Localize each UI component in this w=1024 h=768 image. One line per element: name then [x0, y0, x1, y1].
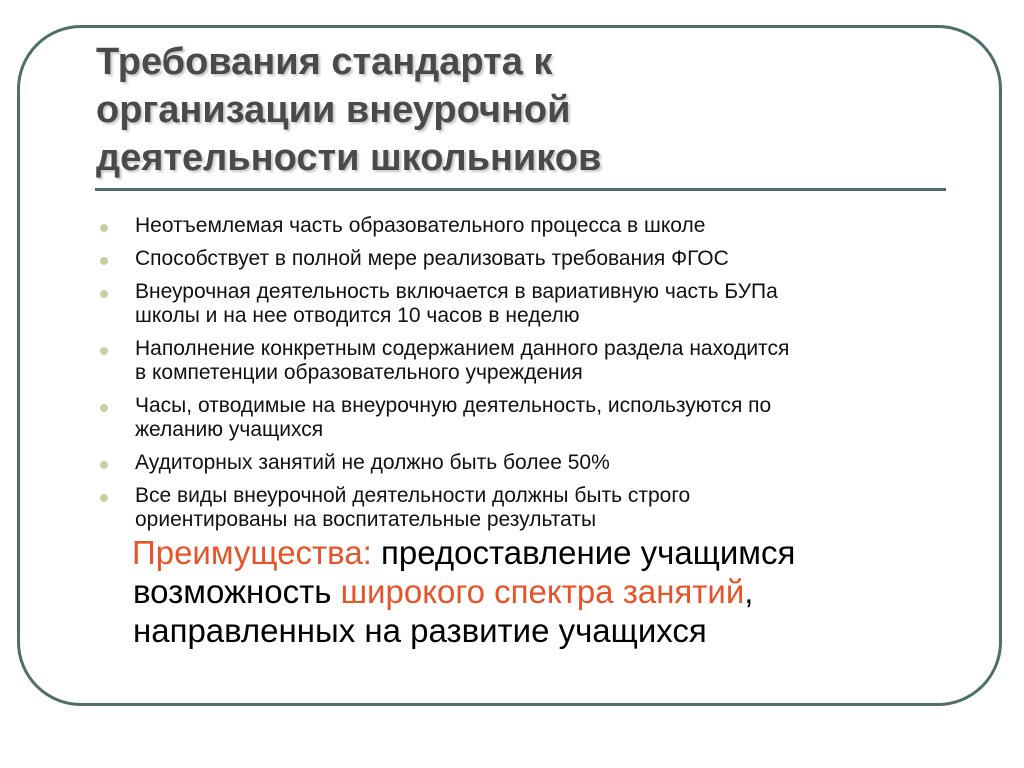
bullet-text: Неотъемлемая часть образовательного процесса в школе [135, 214, 706, 237]
bullet-dot-icon [100, 461, 108, 469]
advantages-paragraph [112, 533, 972, 650]
bullet-text-line: ориентированы на воспитательные результаты [135, 508, 597, 531]
bullet-dot-icon [100, 290, 108, 298]
advantages-highlight: широкого спектра занятий [340, 573, 745, 610]
advantages-label: Преимущества: [132, 534, 372, 571]
bullet-dot-icon [100, 257, 108, 265]
advantages-prefix: возможность [133, 573, 341, 610]
slide-title [96, 38, 896, 182]
title-line-2: организации внеурочной [96, 89, 571, 131]
bullet-dot-icon [100, 494, 108, 502]
advantages-line-3: направленных на развитие учащихся [133, 612, 707, 649]
bullet-item [95, 337, 955, 385]
advantages-line-1 [112, 533, 972, 572]
bullet-item [95, 484, 955, 532]
bullet-item [95, 280, 955, 328]
bullet-dot-icon [100, 347, 108, 355]
bullet-text: Способствует в полной мере реализовать требования ФГОС [135, 247, 729, 270]
bullet-text-line: в компетенции образовательного учреждения [135, 361, 583, 384]
bullet-item [95, 214, 955, 238]
bullet-text-line: Все виды внеурочной деятельности должны быть строго [135, 484, 691, 507]
bullet-text-line: Часы, отводимые на внеурочную деятельность, используются по [135, 394, 772, 417]
bullet-item [95, 451, 955, 475]
bullet-dot-icon [100, 404, 108, 412]
bullet-text-line: желанию учащихся [135, 418, 324, 441]
title-line-1: Требования стандарта к [96, 41, 553, 83]
advantages-line-2 [112, 572, 972, 611]
title-line-3: деятельности школьников [96, 137, 602, 179]
advantages-suffix: , [744, 573, 754, 610]
advantages-text: предоставление учащимся [371, 534, 796, 571]
bullet-item [95, 247, 955, 271]
bullet-item [95, 394, 955, 442]
bullet-text: Аудиторных занятий не должно быть более 50% [135, 451, 610, 474]
bullet-text-line: Внеурочная деятельность включается в вариативную часть БУПа [135, 280, 778, 303]
bullet-text-line: Наполнение конкретным содержанием данного раздела находится [135, 337, 790, 360]
title-divider [95, 188, 946, 191]
bullet-dot-icon [100, 224, 108, 232]
bullet-text-line: школы и на нее отводится 10 часов в неделю [135, 304, 580, 327]
bullet-list [95, 214, 955, 541]
